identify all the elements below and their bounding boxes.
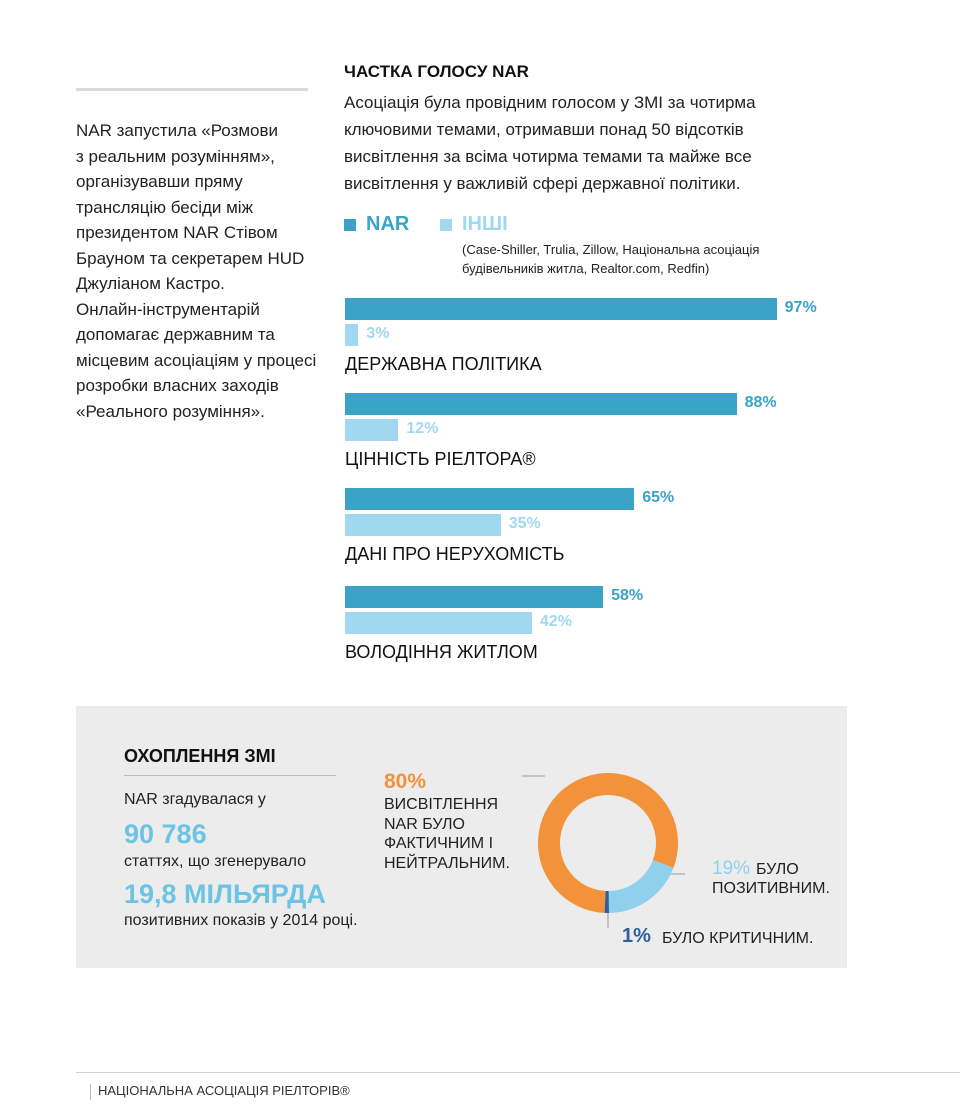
legend-other-label: ІНШІ xyxy=(462,213,508,235)
legend-nar-label: NAR xyxy=(366,213,410,235)
footer-text: НАЦІОНАЛЬНА АСОЦІАЦІЯ РІЕЛТОРІВ® xyxy=(98,1083,350,1098)
sidebar-line: NAR запустила «Розмови xyxy=(76,121,279,140)
bar-category-label: ДАНІ ПРО НЕРУХОМІСТЬ xyxy=(345,544,565,564)
sidebar-line: «Реального розуміння». xyxy=(76,401,265,421)
sidebar-line: організувавши пряму xyxy=(76,172,243,191)
bar-nar-value: 65% xyxy=(642,489,675,506)
sidebar-line: президентом NAR Стівом xyxy=(76,223,278,242)
bar-nar xyxy=(345,488,634,510)
media-divider xyxy=(124,775,336,776)
critical-label: БУЛО КРИТИЧНИМ. xyxy=(662,930,814,947)
legend-note xyxy=(462,240,759,278)
sidebar-line: місцевим асоціаціям у процесі xyxy=(76,350,317,370)
sidebar-line: Джуліаном Кастро. xyxy=(76,274,225,293)
factual-line: NAR БУЛО xyxy=(384,815,465,833)
chart-title: ЧАСТКА ГОЛОСУ NAR xyxy=(344,62,529,81)
bar-category-label: ЦІННІСТЬ РІЕЛТОРА® xyxy=(345,449,536,469)
critical-percent: 1% xyxy=(622,925,651,947)
sidebar-line: допомагає державним та xyxy=(76,325,275,344)
positive-percent: 19% xyxy=(712,858,751,879)
subtitle-line: Асоціація була провідним голосом у ЗМІ за чотирма xyxy=(344,93,756,112)
subtitle-line: висвітлення за всіма чотирма темами та майже все xyxy=(344,147,752,166)
footer-divider xyxy=(76,1072,960,1073)
sidebar-text xyxy=(76,118,326,424)
positive-label-line2: ПОЗИТИВНИМ. xyxy=(712,880,830,897)
bar-nar xyxy=(345,298,777,320)
sidebar-divider xyxy=(76,88,308,91)
bar-category-label: ДЕРЖАВНА ПОЛІТИКА xyxy=(345,354,542,374)
bar-other xyxy=(345,612,532,634)
bar-nar-value: 97% xyxy=(784,299,817,316)
bar-nar xyxy=(345,586,603,608)
bar-nar xyxy=(345,393,737,415)
chart-subtitle xyxy=(344,89,756,197)
positive-label: БУЛО xyxy=(756,861,799,878)
bar-other-value: 12% xyxy=(406,420,439,437)
sidebar-line: трансляцію бесіди між xyxy=(76,197,253,217)
legend-note-line: (Case-Shiller, Trulia, Zillow, Національна асоціація xyxy=(462,242,760,257)
bar-other-value: 35% xyxy=(508,515,541,532)
sidebar-line: Онлайн-інструментарій xyxy=(76,299,260,319)
footer-separator xyxy=(90,1084,91,1100)
subtitle-line: ключовими темами, отримавши понад 50 відсотків xyxy=(344,120,744,139)
sidebar-line: з реальним розумінням», xyxy=(76,146,275,166)
subtitle-line: висвітлення у важливій сфері державної політики. xyxy=(344,174,741,193)
sidebar-line: розробки власних заходів xyxy=(76,376,279,395)
articles-text: статтях, що згенерувало xyxy=(124,853,307,870)
bar-other xyxy=(345,324,358,346)
bar-nar-value: 88% xyxy=(744,394,777,411)
sidebar-line: Брауном та секретарем HUD xyxy=(76,248,305,268)
bar-nar-value: 58% xyxy=(611,587,644,604)
media-title: ОХОПЛЕННЯ ЗМІ xyxy=(124,746,276,766)
articles-count: 90 786 xyxy=(124,819,207,849)
factual-line: НЕЙТРАЛЬНИМ. xyxy=(384,854,510,872)
bar-other xyxy=(345,514,501,536)
factual-text xyxy=(384,795,510,873)
factual-line: ВИСВІТЛЕННЯ xyxy=(384,796,499,813)
legend-nar-swatch xyxy=(344,219,356,231)
legend-note-line: будівельників житла, Realtor.com, Redfin) xyxy=(462,261,710,276)
bar-category-label: ВОЛОДІННЯ ЖИТЛОМ xyxy=(345,642,538,662)
impressions-count: 19,8 МІЛЬЯРДА xyxy=(124,879,326,909)
impressions-text: позитивних показів у 2014 році. xyxy=(124,912,358,929)
donut-segment xyxy=(609,864,663,902)
donut-segments xyxy=(549,784,667,902)
coverage-donut-chart xyxy=(505,748,715,948)
media-mentioned-text: NAR згадувалася у xyxy=(124,791,266,808)
factual-line: ФАКТИЧНИМ І xyxy=(384,835,494,852)
bar-other xyxy=(345,419,398,441)
bar-other-value: 3% xyxy=(366,325,390,342)
factual-percent: 80% xyxy=(384,770,427,793)
bar-other-value: 42% xyxy=(539,613,572,630)
legend-other-swatch xyxy=(440,219,452,231)
